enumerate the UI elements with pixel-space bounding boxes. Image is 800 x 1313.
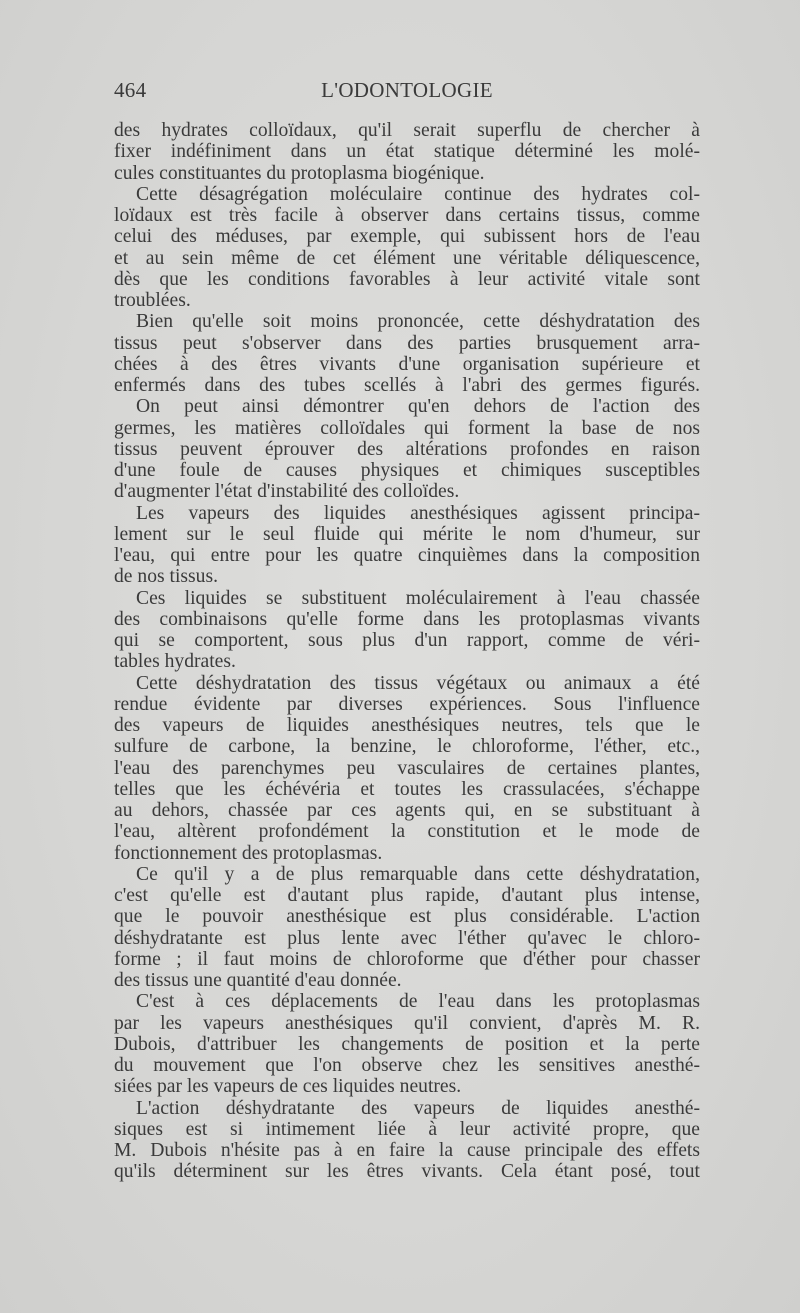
text-line: qui se comportent, sous plus d'un rapport, comme de véri- bbox=[114, 630, 700, 651]
text-line: siées par les vapeurs de ces liquides neutres. bbox=[114, 1076, 462, 1098]
text-line: troublées. bbox=[114, 290, 191, 311]
text-line: Bien qu'elle soit moins prononcée, cette déshydratation des bbox=[136, 311, 700, 333]
text-line: enfermés dans des tubes scellés à l'abri des germes figurés. bbox=[114, 375, 700, 396]
text-line: siques est si intimement liée à leur activité propre, que bbox=[114, 1118, 700, 1140]
text-line: Cette déshydratation des tissus végétaux ou animaux a été bbox=[136, 672, 700, 694]
text-line: cules constituantes du protoplasma biogénique. bbox=[114, 162, 485, 184]
text-line: des combinaisons qu'elle forme dans les protoplasmas vivants bbox=[114, 608, 700, 630]
text-line: dès que les conditions favorables à leur activité vitale sont bbox=[114, 268, 700, 290]
text-line: d'augmenter l'état d'instabilité des colloïdes. bbox=[114, 481, 460, 503]
text-line: Cette désagrégation moléculaire continue des hydrates col- bbox=[136, 183, 700, 205]
text-line: des tissus une quantité d'eau donnée. bbox=[114, 970, 402, 991]
text-line: loïdaux est très facile à observer dans certains tissus, comme bbox=[114, 205, 700, 226]
text-line: On peut ainsi démontrer qu'en dehors de l'action des bbox=[136, 396, 700, 418]
text-line: telles que les échévéria et toutes les crassulacées, s'échappe bbox=[114, 778, 700, 800]
text-line: Dubois, d'attribuer les changements de position et la perte bbox=[114, 1033, 700, 1055]
running-title: L'ODONTOLOGIE bbox=[321, 78, 493, 102]
text-line: c'est qu'elle est d'autant plus rapide, d'autant plus intense, bbox=[114, 885, 700, 906]
body-text bbox=[114, 120, 700, 1183]
text-line: au dehors, chassée par ces agents qui, en se substituant à bbox=[114, 800, 700, 821]
page-number: 464 bbox=[114, 78, 147, 102]
text-line: lement sur le seul fluide qui mérite le nom d'humeur, sur bbox=[114, 523, 700, 545]
text-line: L'action déshydratante des vapeurs de liquides anesthé- bbox=[136, 1097, 700, 1119]
text-line: des hydrates colloïdaux, qu'il serait superflu de chercher à bbox=[114, 120, 700, 141]
text-line: de nos tissus. bbox=[114, 566, 218, 588]
text-line: des vapeurs de liquides anesthésiques neutres, tels que le bbox=[114, 715, 700, 736]
text-line: qu'ils déterminent sur les êtres vivants. Cela étant posé, tout bbox=[114, 1161, 700, 1183]
text-line: C'est à ces déplacements de l'eau dans les protoplasmas bbox=[136, 991, 700, 1013]
text-line: rendue évidente par diverses expériences. Sous l'influence bbox=[114, 693, 700, 715]
text-line: germes, les matières colloïdales qui forment la base de nos bbox=[114, 417, 700, 439]
text-line: sulfure de carbone, la benzine, le chloroforme, l'éther, etc., bbox=[114, 736, 700, 758]
text-line: par les vapeurs anesthésiques qu'il convient, d'après M. R. bbox=[114, 1012, 700, 1034]
text-line: tables hydrates. bbox=[114, 651, 236, 673]
text-line: déshydratante est plus lente avec l'éther qu'avec le chloro- bbox=[114, 927, 700, 949]
text-line: que le pouvoir anesthésique est plus considérable. L'action bbox=[114, 906, 700, 928]
text-line: celui des méduses, par exemple, qui subissent hors de l'eau bbox=[114, 226, 700, 248]
text-line: Ce qu'il y a de plus remarquable dans cette déshydratation, bbox=[136, 863, 700, 885]
text-line: tissus peuvent éprouver des altérations profondes en raison bbox=[114, 438, 700, 460]
text-line: forme ; il faut moins de chloroforme que d'éther pour chasser bbox=[114, 948, 700, 970]
text-line: M. Dubois n'hésite pas à en faire la cause principale des effets bbox=[114, 1140, 700, 1161]
text-line: et au sein même de cet élément une véritable déliquescence, bbox=[114, 247, 700, 269]
text-line: fonctionnement des protoplasmas. bbox=[114, 842, 383, 864]
text-line: fixer indéfiniment dans un état statique déterminé les molé- bbox=[114, 141, 700, 163]
text-line: tissus peut s'observer dans des parties brusquement arra- bbox=[114, 332, 700, 354]
text-line: d'une foule de causes physiques et chimiques susceptibles bbox=[114, 460, 700, 481]
text-line: l'eau, qui entre pour les quatre cinquièmes dans la composition bbox=[114, 545, 700, 566]
text-line: chées à des êtres vivants d'une organisation supérieure et bbox=[114, 353, 700, 375]
text-line: Ces liquides se substituent moléculairement à l'eau chassée bbox=[136, 587, 700, 609]
page-header bbox=[114, 78, 700, 106]
text-line: Les vapeurs des liquides anesthésiques agissent principa- bbox=[136, 502, 700, 524]
text-line: l'eau, altèrent profondément la constitution et le mode de bbox=[114, 821, 700, 843]
text-line: l'eau des parenchymes peu vasculaires de certaines plantes, bbox=[114, 757, 700, 779]
text-line: du mouvement que l'on observe chez les sensitives anesthé- bbox=[114, 1055, 700, 1076]
